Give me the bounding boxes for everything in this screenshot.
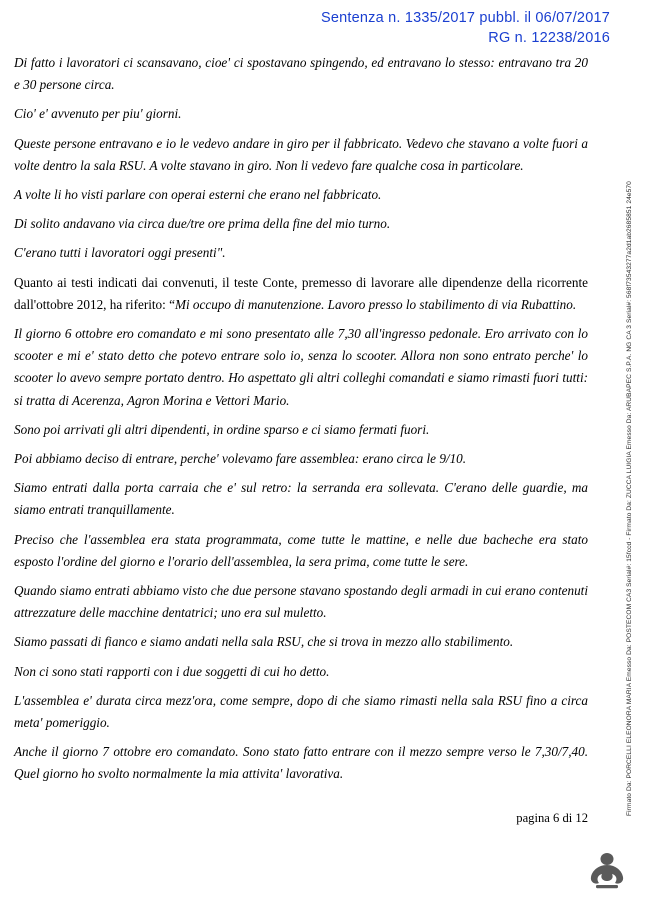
paragraph: Siamo entrati dalla porta carraia che e' sul retro: la serranda era sollevata. C'erano delle guardie, ma siamo entrati tranquillamente.: [14, 480, 588, 518]
paragraph: L'assemblea e' durata circa mezz'ora, come sempre, dopo di che siamo rimasti nella sala RSU fino a circa meta' pomeriggio.: [14, 692, 588, 731]
paragraph-testimony-intro: [14, 272, 588, 316]
testimony-intro-prefix: Quanto ai testi indicati dai convenuti, il teste Conte, premesso di lavorare alle dipendenze della ricorrente dall'ottobre 2012, ha riferito: “: [14, 274, 588, 312]
paragraph: Siamo passati di fianco e siamo andati nella sala RSU, che si trova in mezzo allo stabilimento.: [14, 634, 514, 650]
paragraph: Preciso che l'assemblea era stata programmata, come tutte le mattine, e nelle due bacheche era stato esposto l'ordine del giorno e l'orario dell'assemblea, la sera prima, come tutte le sere.: [14, 531, 588, 569]
paragraph: Non ci sono stati rapporti con i due soggetti di cui ho detto.: [14, 663, 330, 679]
testimony-intro-quote: Mi occupo di manutenzione. Lavoro presso lo stabilimento di via Rubattino.: [174, 296, 577, 312]
signature-seal-icon: [586, 850, 628, 892]
document-body: [14, 52, 588, 793]
page-number: pagina 6 di 12: [516, 811, 588, 825]
paragraph: Poi abbiamo deciso di entrare, perche' volevamo fare assemblea: erano circa le 9/10.: [14, 451, 467, 467]
paragraph: Sono poi arrivati gli altri dipendenti, in ordine sparso e ci siamo fermati fuori.: [14, 421, 430, 437]
paragraph: Il giorno 6 ottobre ero comandato e mi sono presentato alle 7,30 all'ingresso pedonale. Ero arrivato con lo scooter e mi e' stato detto che potevo entrare solo io, senza lo scooter. Allora non sono entrato perche' lo scooter lo avevo sempre portato dentro. Ho aspettato gli altri colleghi comandati e siamo rimasti fuori tutti: si tratta di Acerenza, Agron Morina e Vettori Mario.: [14, 326, 588, 408]
paragraph: Queste persone entravano e io le vedevo andare in giro per il fabbricato. Vedevo che stavano a volte fuori a volte dentro la sala RSU. A volte stavano in giro. Non li vedevo fare qualche cosa in particolare.: [14, 135, 588, 173]
paragraph: Cio' e' avvenuto per piu' giorni.: [14, 106, 182, 122]
paragraph: C'erano tutti i lavoratori oggi presenti".: [14, 245, 226, 261]
header-rg-line: RG n. 12238/2016: [488, 30, 610, 46]
paragraph: Quando siamo entrati abbiamo visto che due persone stavano spostando degli armadi in cui erano contenuti attrezzature delle macchine dentatrici; uno era sul muletto.: [14, 583, 588, 621]
paragraph: Di solito andavano via circa due/tre ore prima della fine del mio turno.: [14, 216, 391, 232]
digital-signature-stamp: Firmato Da: PORCELLI ELEONORA MARIA Emesso Da: POSTECOM CA3 Serial#: 15fccd - Firmato Da: ZUCCA LUIGIA Emesso Da: ARUBAPEC S.P.A. NG CA 3 Serial#: 568f73543277a2d1ab2685851 24e570: [626, 181, 633, 816]
document-header: [321, 8, 610, 48]
header-sentenza-line: Sentenza n. 1335/2017 pubbl. il 06/07/2017: [321, 10, 610, 26]
paragraph: Anche il giorno 7 ottobre ero comandato. Sono stato fatto entrare con il mezzo sempre verso le 7,30/7,40. Quel giorno ho svolto normalmente la mia attivita' lavorativa.: [14, 744, 588, 782]
paragraph: A volte li ho visti parlare con operai esterni che erano nel fabbricato.: [14, 187, 382, 203]
paragraph: Di fatto i lavoratori ci scansavano, cioe' ci spostavano spingendo, ed entravano lo stesso: entravano tra 20 e 30 persone circa.: [14, 55, 588, 93]
